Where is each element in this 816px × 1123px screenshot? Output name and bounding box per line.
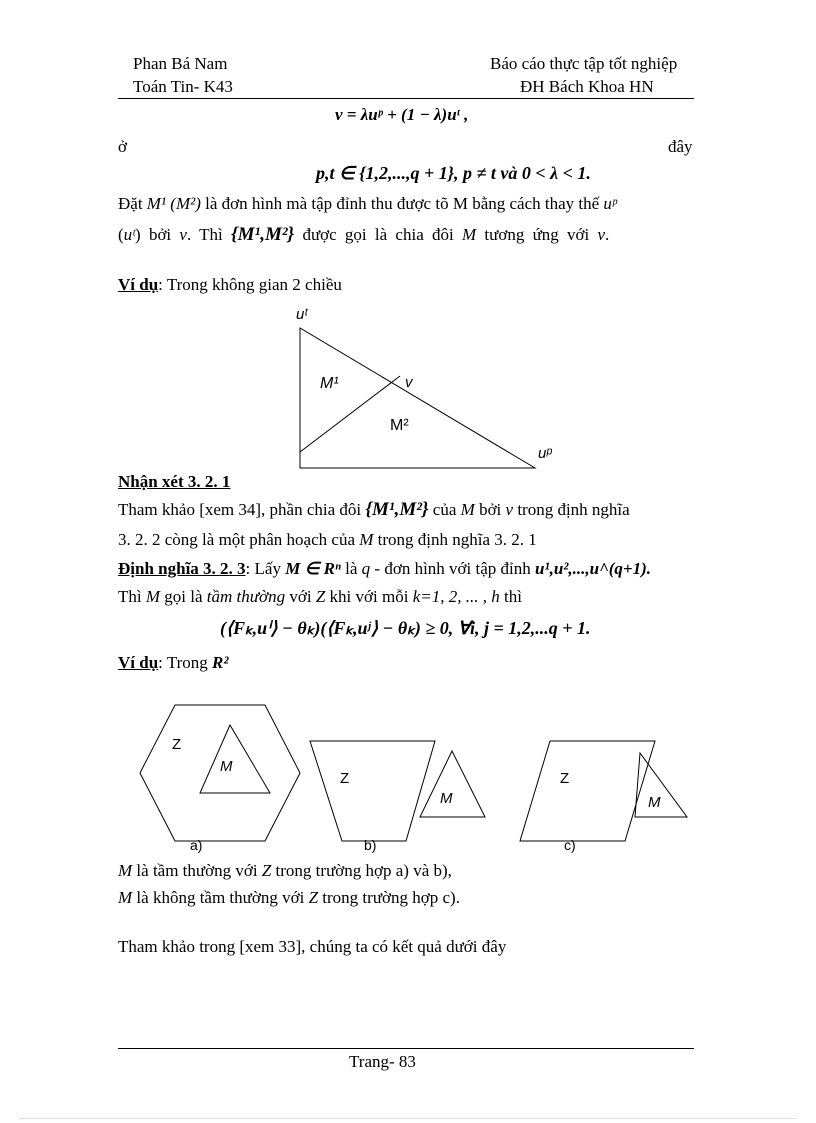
definition-z: Z bbox=[315, 587, 326, 606]
footer-rule bbox=[118, 1048, 694, 1049]
example2-label: Ví dụ bbox=[118, 653, 159, 672]
label-ut: uᵗ bbox=[296, 306, 308, 323]
para1-b: là đơn hình mà tập đỉnh thu được tõ M bằng cách thay thế bbox=[205, 194, 600, 213]
label-m-b: M bbox=[440, 790, 453, 807]
label-m2: M² bbox=[390, 417, 409, 434]
definition-line2c: với bbox=[289, 587, 312, 606]
trapezoid-z-b bbox=[310, 741, 435, 841]
footer-page: Trang- 83 bbox=[349, 1052, 416, 1071]
example2 bbox=[118, 653, 228, 673]
para1-h: . bbox=[605, 225, 610, 244]
label-v: v bbox=[405, 374, 413, 391]
example2-space: R² bbox=[212, 653, 229, 672]
para1-g: tương ứng với bbox=[484, 225, 590, 244]
parallelogram-z-c bbox=[520, 741, 655, 841]
definition-m-in-r: M ∈ Rⁿ bbox=[285, 559, 341, 578]
definition-line1 bbox=[118, 559, 651, 579]
para1-e: . Thì bbox=[186, 225, 223, 244]
caption-b: b) bbox=[364, 837, 377, 853]
label-z-a: Z bbox=[172, 736, 182, 753]
label-m-a: M bbox=[220, 758, 233, 775]
definition-line2e: thì bbox=[503, 587, 522, 606]
definition-a: : Lấy bbox=[245, 559, 281, 578]
para1-v: v bbox=[179, 225, 187, 244]
text-day: đây bbox=[668, 137, 693, 156]
para1-c: ( bbox=[118, 225, 124, 244]
definition-formula: (⟨Fₖ,uⁱ⟩ − θₖ)(⟨Fₖ,uʲ⟩ − θₖ) ≥ 0, ∀i, j = 1,2,...q + 1. bbox=[220, 618, 591, 638]
conclusion-l1a: là tầm thường với bbox=[136, 861, 258, 880]
definition-q: q bbox=[361, 559, 371, 578]
para1-line2 bbox=[118, 224, 609, 246]
conclusion-l1z: Z bbox=[261, 861, 272, 880]
remark-set: {M¹,M²} bbox=[365, 499, 429, 520]
formula-v: v = λuᵖ + (1 − λ)uᵗ , bbox=[335, 105, 469, 124]
figure-triangle-split bbox=[280, 300, 570, 475]
conclusion-l2a: là không tầm thường với bbox=[136, 888, 305, 907]
para1-d: ) bởi bbox=[135, 225, 172, 244]
remark-line2 bbox=[118, 530, 537, 550]
header-report: Báo cáo thực tập tốt nghiệp bbox=[490, 54, 678, 73]
example1-text: : Trong không gian 2 chiều bbox=[158, 275, 342, 294]
example2-text: : Trong bbox=[158, 653, 208, 672]
remark-v: v bbox=[505, 500, 514, 519]
remark-line2b: trong định nghĩa 3. 2. 1 bbox=[377, 530, 537, 549]
example1-label: Ví dụ bbox=[118, 275, 159, 294]
triangle-m-a bbox=[200, 725, 270, 793]
label-z-b: Z bbox=[340, 770, 350, 787]
conclusion-l1m: M bbox=[118, 861, 133, 880]
conclusion-l2b: trong trường hợp c). bbox=[322, 888, 460, 907]
para1-up: uᵖ bbox=[603, 194, 617, 213]
para1-m1: M¹ (M²) bbox=[146, 194, 201, 213]
para1-m: M bbox=[461, 225, 477, 244]
label-m1: M¹ bbox=[320, 375, 339, 392]
formula-pt: p,t ∈ {1,2,...,q + 1}, p ≠ t và 0 < λ < 1. bbox=[316, 163, 591, 183]
remark-line2m: M bbox=[359, 530, 374, 549]
conclusion-l1b: trong trường hợp a) và b), bbox=[275, 861, 452, 880]
text-o: ở bbox=[118, 137, 127, 156]
definition-c: - đơn hình với tập đỉnh bbox=[374, 559, 531, 578]
conclusion-l2m: M bbox=[118, 888, 133, 907]
para1-a: Đặt bbox=[118, 194, 143, 213]
triangle-m-c bbox=[635, 753, 687, 817]
para1-line1 bbox=[118, 194, 617, 214]
definition-line2b: gọi là bbox=[164, 587, 203, 606]
triangle-outline bbox=[300, 328, 535, 468]
definition-title: Định nghĩa 3. 2. 3 bbox=[118, 559, 246, 578]
definition-k: k=1, 2, ... , h bbox=[412, 587, 500, 606]
definition-line2 bbox=[118, 587, 522, 607]
caption-a: a) bbox=[190, 837, 203, 853]
header-class: Toán Tin- K43 bbox=[133, 77, 233, 96]
example1 bbox=[118, 275, 342, 295]
header-school: ĐH Bách Khoa HN bbox=[520, 77, 654, 96]
remark-line2a: 3. 2. 2 còng là một phân hoạch của bbox=[118, 530, 355, 549]
page-bottom-dotted-edge bbox=[20, 1118, 796, 1119]
header-author: Phan Bá Nam bbox=[133, 54, 228, 73]
remark-b: của bbox=[432, 500, 457, 519]
conclusion-l2z: Z bbox=[308, 888, 319, 907]
label-up: uᵖ bbox=[538, 445, 552, 462]
definition-trivial: tầm thường bbox=[206, 587, 286, 606]
remark-m: M bbox=[460, 500, 475, 519]
conclusion-line1 bbox=[118, 861, 452, 881]
label-m-c: M bbox=[648, 794, 661, 811]
caption-c: c) bbox=[564, 837, 576, 853]
split-line bbox=[300, 376, 400, 452]
remark-a: Tham khảo [xem 34], phần chia đôi bbox=[118, 500, 362, 519]
remark-line1 bbox=[118, 499, 630, 521]
remark-c: bởi bbox=[479, 500, 502, 519]
para1-f: được gọi là chia đôi bbox=[302, 225, 454, 244]
para1-set: {M¹,M²} bbox=[231, 224, 295, 245]
remark-title: Nhận xét 3. 2. 1 bbox=[118, 472, 231, 491]
definition-line2m: M bbox=[145, 587, 161, 606]
figure-trivial-cases bbox=[130, 695, 700, 860]
definition-verts: u¹,u²,...,u^(q+1). bbox=[535, 559, 652, 578]
header-rule bbox=[118, 98, 694, 99]
definition-b: là bbox=[345, 559, 358, 578]
remark-d: trong định nghĩa bbox=[517, 500, 630, 519]
closing-text: Tham khảo trong [xem 33], chúng ta có kết quả dưới đây bbox=[118, 937, 507, 956]
definition-line2d: khi với mỗi bbox=[329, 587, 409, 606]
label-z-c: Z bbox=[560, 770, 570, 787]
definition-line2a: Thì bbox=[118, 587, 142, 606]
para1-v2: v bbox=[597, 225, 606, 244]
triangle-m-b bbox=[420, 751, 485, 817]
para1-ut: uᵗ bbox=[123, 225, 136, 244]
conclusion-line2 bbox=[118, 888, 460, 908]
